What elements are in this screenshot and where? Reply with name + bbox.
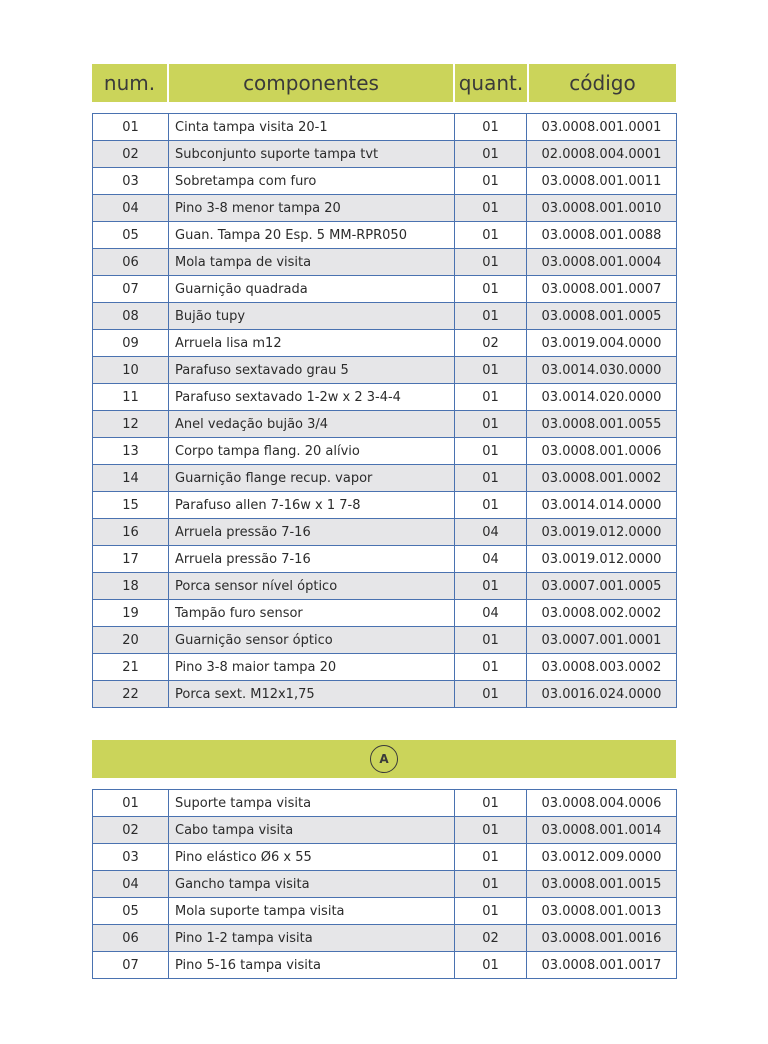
row-quantity: 01: [455, 141, 527, 168]
row-num: 03: [93, 168, 169, 195]
table-row: [93, 384, 677, 411]
row-component: Parafuso sextavado 1-2w x 2 3-4-4: [169, 384, 455, 411]
row-component: Mola suporte tampa visita: [169, 898, 455, 925]
row-quantity: 04: [455, 519, 527, 546]
row-component: Suporte tampa visita: [169, 790, 455, 817]
row-component: Pino 5-16 tampa visita: [169, 952, 455, 979]
header-components: componentes: [169, 64, 453, 102]
row-component: Gancho tampa visita: [169, 871, 455, 898]
row-num: 03: [93, 844, 169, 871]
row-component: Cabo tampa visita: [169, 817, 455, 844]
row-code: 03.0007.001.0005: [527, 573, 677, 600]
row-quantity: 01: [455, 276, 527, 303]
table-row: [93, 817, 677, 844]
row-quantity: 01: [455, 114, 527, 141]
table-row: [93, 600, 677, 627]
row-code: 03.0016.024.0000: [527, 681, 677, 708]
table-row: [93, 546, 677, 573]
row-quantity: 01: [455, 844, 527, 871]
row-code: 03.0008.001.0013: [527, 898, 677, 925]
row-quantity: 01: [455, 438, 527, 465]
row-quantity: 01: [455, 303, 527, 330]
row-num: 10: [93, 357, 169, 384]
row-num: 02: [93, 141, 169, 168]
row-component: Parafuso sextavado grau 5: [169, 357, 455, 384]
row-num: 18: [93, 573, 169, 600]
table-row: [93, 465, 677, 492]
row-code: 02.0008.004.0001: [527, 141, 677, 168]
row-component: Anel vedação bujão 3/4: [169, 411, 455, 438]
row-code: 03.0019.012.0000: [527, 519, 677, 546]
table-row: [93, 141, 677, 168]
row-num: 09: [93, 330, 169, 357]
row-num: 02: [93, 817, 169, 844]
row-component: Pino elástico Ø6 x 55: [169, 844, 455, 871]
row-num: 19: [93, 600, 169, 627]
section-a-band: [92, 740, 676, 778]
row-component: Mola tampa de visita: [169, 249, 455, 276]
row-num: 16: [93, 519, 169, 546]
section-a-parts-table: [92, 789, 677, 979]
row-num: 04: [93, 871, 169, 898]
table-row: [93, 573, 677, 600]
row-component: Guarnição flange recup. vapor: [169, 465, 455, 492]
row-quantity: 02: [455, 925, 527, 952]
table-row: [93, 952, 677, 979]
row-component: Pino 3-8 maior tampa 20: [169, 654, 455, 681]
row-quantity: 04: [455, 546, 527, 573]
row-component: Subconjunto suporte tampa tvt: [169, 141, 455, 168]
row-code: 03.0008.001.0004: [527, 249, 677, 276]
row-quantity: 01: [455, 411, 527, 438]
row-code: 03.0007.001.0001: [527, 627, 677, 654]
header-num: num.: [92, 64, 167, 102]
row-quantity: 01: [455, 681, 527, 708]
row-quantity: 01: [455, 573, 527, 600]
table-row: [93, 114, 677, 141]
row-component: Arruela pressão 7-16: [169, 546, 455, 573]
section-a-marker: A: [370, 745, 398, 773]
table-row: [93, 222, 677, 249]
row-component: Corpo tampa flang. 20 alívio: [169, 438, 455, 465]
row-num: 06: [93, 249, 169, 276]
row-code: 03.0008.001.0011: [527, 168, 677, 195]
table-row: [93, 519, 677, 546]
table-row: [93, 357, 677, 384]
row-num: 12: [93, 411, 169, 438]
table-row: [93, 249, 677, 276]
row-code: 03.0014.030.0000: [527, 357, 677, 384]
row-num: 05: [93, 222, 169, 249]
row-quantity: 01: [455, 249, 527, 276]
row-num: 08: [93, 303, 169, 330]
row-quantity: 01: [455, 898, 527, 925]
row-quantity: 04: [455, 600, 527, 627]
table-row: [93, 790, 677, 817]
row-quantity: 01: [455, 357, 527, 384]
row-quantity: 01: [455, 871, 527, 898]
row-component: Cinta tampa visita 20-1: [169, 114, 455, 141]
row-code: 03.0008.001.0014: [527, 817, 677, 844]
table-row: [93, 438, 677, 465]
row-num: 21: [93, 654, 169, 681]
row-code: 03.0019.004.0000: [527, 330, 677, 357]
table-row: [93, 330, 677, 357]
table-row: [93, 627, 677, 654]
parts-table: [92, 113, 677, 708]
row-num: 01: [93, 114, 169, 141]
row-num: 01: [93, 790, 169, 817]
table-header: [92, 64, 676, 102]
row-component: Tampão furo sensor: [169, 600, 455, 627]
row-component: Guarnição sensor óptico: [169, 627, 455, 654]
row-num: 04: [93, 195, 169, 222]
row-code: 03.0008.001.0010: [527, 195, 677, 222]
header-quantity: quant.: [455, 64, 527, 102]
row-code: 03.0014.020.0000: [527, 384, 677, 411]
row-quantity: 01: [455, 790, 527, 817]
table-row: [93, 195, 677, 222]
row-code: 03.0008.001.0088: [527, 222, 677, 249]
table-row: [93, 925, 677, 952]
table-row: [93, 681, 677, 708]
row-code: 03.0008.001.0005: [527, 303, 677, 330]
table-row: [93, 844, 677, 871]
row-quantity: 01: [455, 168, 527, 195]
header-code: código: [529, 64, 676, 102]
row-component: Pino 1-2 tampa visita: [169, 925, 455, 952]
row-num: 11: [93, 384, 169, 411]
row-code: 03.0012.009.0000: [527, 844, 677, 871]
row-code: 03.0008.001.0015: [527, 871, 677, 898]
table-row: [93, 411, 677, 438]
row-quantity: 01: [455, 222, 527, 249]
row-code: 03.0008.001.0001: [527, 114, 677, 141]
row-component: Arruela lisa m12: [169, 330, 455, 357]
row-num: 14: [93, 465, 169, 492]
row-quantity: 01: [455, 384, 527, 411]
table-row: [93, 303, 677, 330]
table-row: [93, 898, 677, 925]
row-code: 03.0008.004.0006: [527, 790, 677, 817]
row-quantity: 01: [455, 817, 527, 844]
row-code: 03.0008.001.0002: [527, 465, 677, 492]
row-code: 03.0019.012.0000: [527, 546, 677, 573]
row-component: Arruela pressão 7-16: [169, 519, 455, 546]
row-num: 07: [93, 276, 169, 303]
row-component: Pino 3-8 menor tampa 20: [169, 195, 455, 222]
table-row: [93, 276, 677, 303]
row-component: Porca sensor nível óptico: [169, 573, 455, 600]
row-code: 03.0008.003.0002: [527, 654, 677, 681]
row-component: Porca sext. M12x1,75: [169, 681, 455, 708]
row-component: Bujão tupy: [169, 303, 455, 330]
row-num: 06: [93, 925, 169, 952]
table-row: [93, 492, 677, 519]
row-quantity: 01: [455, 195, 527, 222]
row-component: Guan. Tampa 20 Esp. 5 MM-RPR050: [169, 222, 455, 249]
row-num: 07: [93, 952, 169, 979]
row-num: 15: [93, 492, 169, 519]
row-num: 20: [93, 627, 169, 654]
row-code: 03.0008.001.0055: [527, 411, 677, 438]
table-row: [93, 168, 677, 195]
row-num: 17: [93, 546, 169, 573]
table-row: [93, 654, 677, 681]
row-code: 03.0008.001.0017: [527, 952, 677, 979]
row-quantity: 02: [455, 330, 527, 357]
row-quantity: 01: [455, 627, 527, 654]
row-quantity: 01: [455, 952, 527, 979]
row-quantity: 01: [455, 654, 527, 681]
row-quantity: 01: [455, 465, 527, 492]
row-component: Sobretampa com furo: [169, 168, 455, 195]
row-code: 03.0008.002.0002: [527, 600, 677, 627]
row-component: Guarnição quadrada: [169, 276, 455, 303]
row-num: 22: [93, 681, 169, 708]
row-quantity: 01: [455, 492, 527, 519]
row-code: 03.0014.014.0000: [527, 492, 677, 519]
row-num: 13: [93, 438, 169, 465]
row-code: 03.0008.001.0016: [527, 925, 677, 952]
row-code: 03.0008.001.0007: [527, 276, 677, 303]
row-code: 03.0008.001.0006: [527, 438, 677, 465]
table-row: [93, 871, 677, 898]
row-component: Parafuso allen 7-16w x 1 7-8: [169, 492, 455, 519]
row-num: 05: [93, 898, 169, 925]
